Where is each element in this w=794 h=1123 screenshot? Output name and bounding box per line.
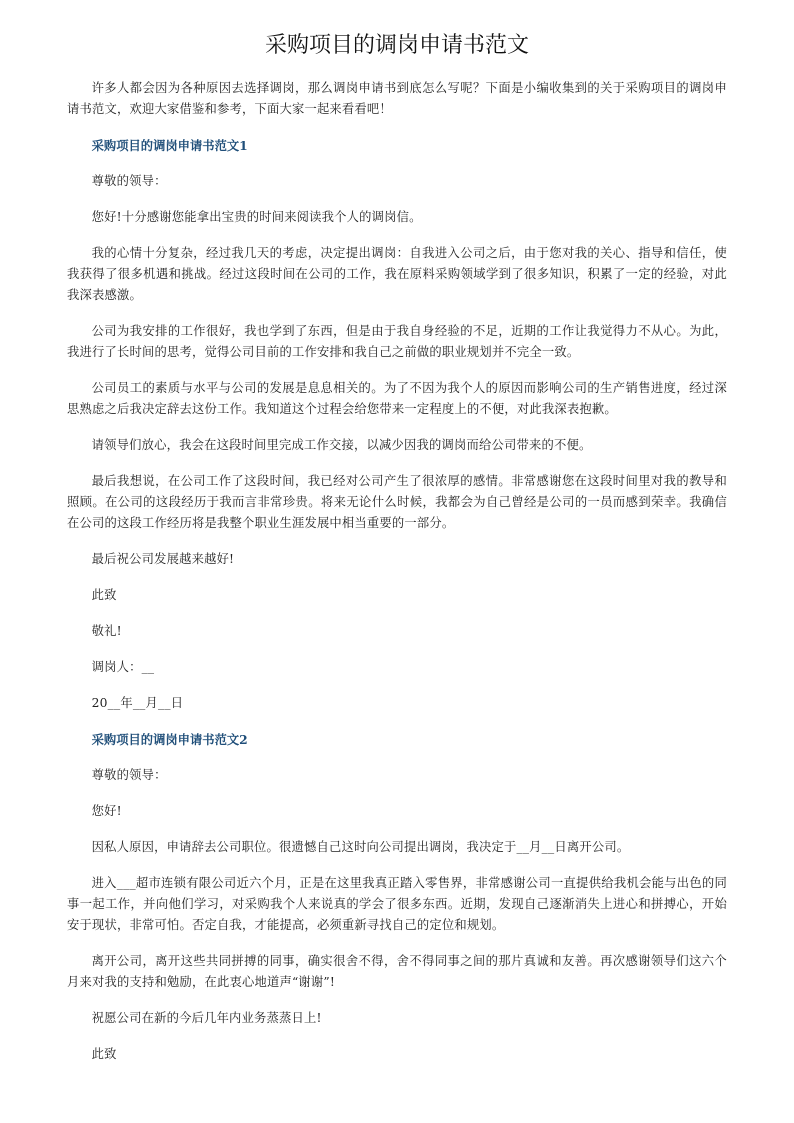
intro-paragraph: 许多人都会因为各种原因去选择调岗，那么调岗申请书到底怎么写呢？下面是小编收集到的关于采购项目的调岗申请书范文，欢迎大家借鉴和参考，下面大家一起来看看吧！ [67, 81, 727, 116]
body-paragraph: 因私人原因，申请辞去公司职位。很遗憾自己这时向公司提出调岗，我决定于__月__日离开公司。 [91, 840, 630, 854]
body-paragraph: 我的心情十分复杂，经过我几天的考虑，决定提出调岗：自我进入公司之后，由于您对我的关心、指导和信任，使我获得了很多机遇和挑战。经过这段时间在公司的工作，我在原料采购领域学到了很多知识，积累了一定的经验，对此我深表感激。 [67, 246, 727, 302]
section-1-heading: 采购项目的调岗申请书范文1 [91, 138, 248, 153]
body-paragraph: 离开公司，离开这些共同拼搏的同事，确实很舍不得，舍不得同事之间的那片真诚和友善。再次感谢领导们这六个月来对我的支持和勉励，在此衷心地道声“谢谢”! [67, 954, 727, 989]
closing-salute: 敬礼! [91, 624, 122, 638]
closing-wish: 最后祝公司发展越来越好! [91, 552, 235, 566]
body-paragraph: 公司为我安排的工作很好，我也学到了东西，但是由于我自身经验的不足，近期的工作让我觉得力不从心。为此，我进行了长时间的思考，觉得公司目前的工作安排和我自己之前做的职业规划并不完全一致。 [67, 324, 727, 359]
greeting: 您好!十分感谢您能拿出宝贵的时间来阅读我个人的调岗信。 [91, 210, 422, 224]
body-paragraph: 请领导们放心，我会在这段时间里完成工作交接，以减少因我的调岗而给公司带来的不便。 [91, 438, 592, 452]
salutation: 尊敬的领导： [91, 174, 167, 188]
section-2-heading: 采购项目的调岗申请书范文2 [91, 732, 248, 747]
document-page [67, 30, 727, 1080]
greeting: 您好! [91, 804, 122, 818]
closing-phrase: 此致 [91, 1047, 117, 1061]
body-paragraph: 最后我想说，在公司工作了这段时间，我已经对公司产生了很浓厚的感情。非常感谢您在这段时间里对我的教导和照顾。在公司的这段经历于我而言非常珍贵。将来无论什么时候，我都会为自己曾经是公司的一员而感到荣幸。我确信在公司的这段工作经历将是我整个职业生涯发展中相当重要的一部分。 [67, 474, 727, 530]
page-title: 采购项目的调岗申请书范文 [264, 33, 529, 58]
body-paragraph: 公司员工的素质与水平与公司的发展是息息相关的。为了不因为我个人的原因而影响公司的生产销售进度，经过深思熟虑之后我决定辞去这份工作。我知道这个过程会给您带来一定程度上的不便，对此我深表抱歉。 [67, 381, 727, 416]
signature-line: 调岗人：__ [91, 660, 155, 674]
closing-phrase: 此致 [91, 588, 117, 602]
salutation: 尊敬的领导： [91, 768, 167, 782]
closing-wish: 祝愿公司在新的今后几年内业务蒸蒸日上! [91, 1011, 322, 1025]
date-line: 20__年__月__日 [91, 696, 184, 710]
body-paragraph: 进入___超市连锁有限公司近六个月，正是在这里我真正踏入零售界，非常感谢公司一直提供给我机会能与出色的同事一起工作，并向他们学习，对采购我个人来说真的学会了很多东西。近期，发现自己逐渐消失上进心和拼搏心，开始安于现状，非常可怕。否定自我，才能提高，必须重新寻找自己的定位和规划。 [67, 876, 727, 932]
